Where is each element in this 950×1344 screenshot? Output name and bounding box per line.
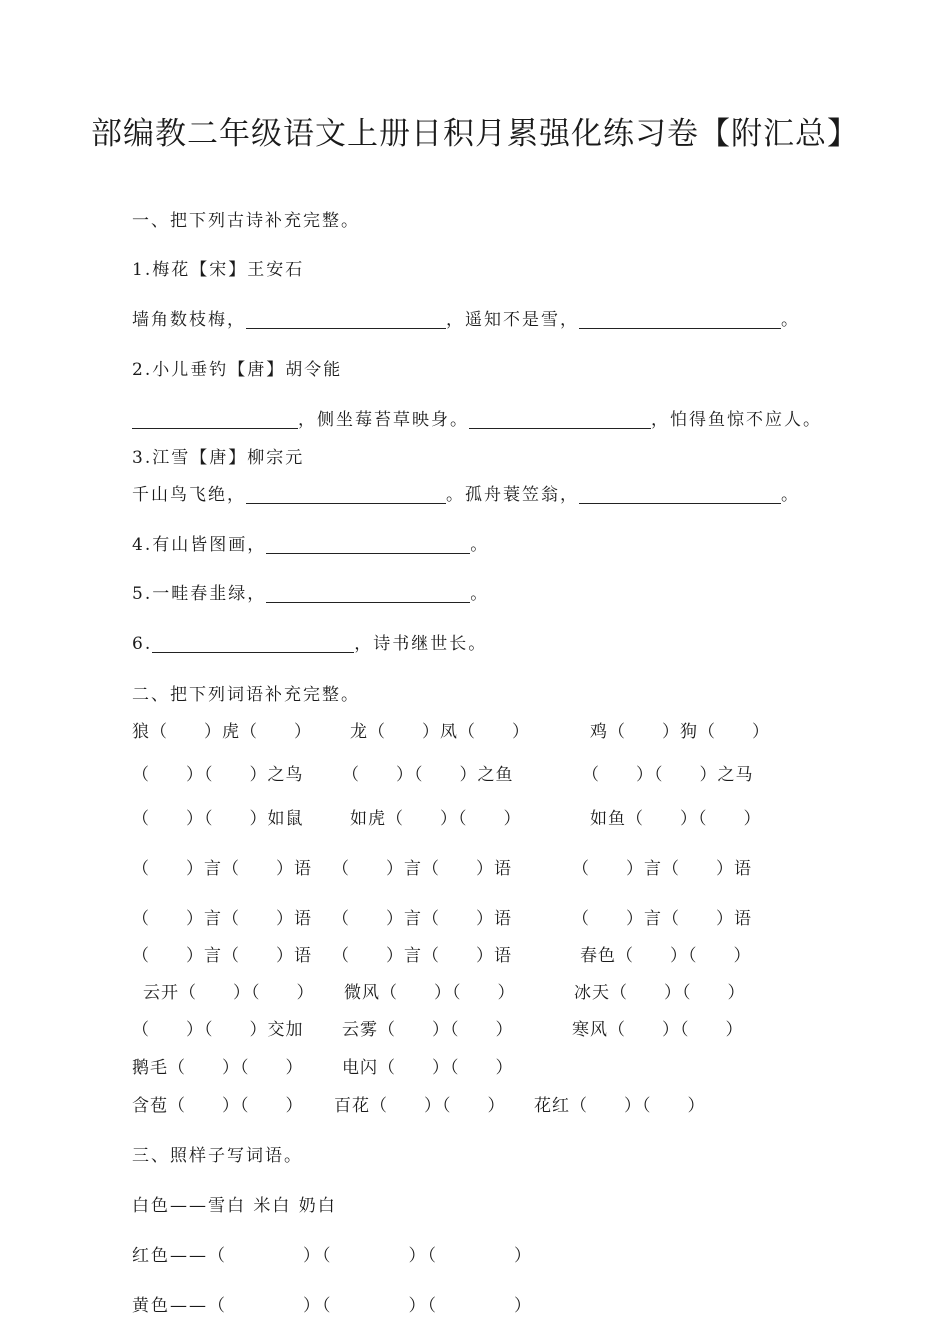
word-cell: （ ）言（ ）语	[132, 859, 312, 879]
poem2-text-b: ，怕得鱼惊不应人。	[651, 410, 822, 430]
word-cell: 花红（ ）（ ）	[534, 1096, 706, 1116]
poem3-title: 3.江雪【唐】柳宗元	[132, 448, 305, 468]
section2-heading: 二、把下列词语补充完整。	[132, 685, 360, 705]
word-cell: 如虎（ ）（ ）	[350, 809, 522, 829]
section1-heading: 一、把下列古诗补充完整。	[132, 211, 360, 231]
word-cell: 如鱼（ ）（ ）	[590, 809, 762, 829]
word-cell: 龙（ ）凤（ ）	[350, 722, 530, 742]
poem3-blank-1[interactable]	[246, 487, 446, 504]
q5-blank[interactable]	[266, 586, 470, 603]
word-cell: （ ）（ ）交加	[132, 1020, 304, 1040]
poem1-text-b: ，遥知不是雪，	[446, 310, 579, 330]
red-line: 红色——（ ）（ ）（ ）	[132, 1246, 533, 1266]
word-cell: （ ）（ ）之鱼	[342, 765, 514, 785]
q6-line	[132, 633, 487, 655]
word-cell: （ ）言（ ）语	[132, 946, 312, 966]
word-cell: （ ）言（ ）语	[332, 946, 512, 966]
q4-text-a: 4.有山皆图画，	[132, 535, 267, 555]
poem1-blank-1[interactable]	[246, 312, 446, 329]
q6-blank[interactable]	[152, 636, 354, 653]
poem3-blank-2[interactable]	[579, 487, 781, 504]
poem3-text-b: 。孤舟蓑笠翁，	[446, 485, 579, 505]
section3-heading: 三、照样子写词语。	[132, 1146, 303, 1166]
poem1-line	[132, 309, 800, 331]
word-cell: （ ）言（ ）语	[572, 909, 752, 929]
word-cell: 电闪（ ）（ ）	[342, 1058, 514, 1078]
poem2-title: 2.小儿垂钓【唐】胡令能	[132, 360, 343, 380]
word-cell: 冰天（ ）（ ）	[574, 983, 746, 1003]
word-cell: （ ）言（ ）语	[132, 909, 312, 929]
poem1-title: 1.梅花【宋】王安石	[132, 260, 305, 280]
word-cell: 鹅毛（ ）（ ）	[132, 1058, 304, 1078]
q6-text-a: 6.	[132, 634, 153, 654]
q6-text-b: ，诗书继世长。	[354, 634, 488, 654]
q4-blank[interactable]	[266, 537, 470, 554]
example-line: 白色——雪白 米白 奶白	[132, 1196, 337, 1216]
word-cell: 春色（ ）（ ）	[580, 946, 752, 966]
word-cell: （ ）（ ）如鼠	[132, 809, 304, 829]
q5-line	[132, 583, 489, 605]
poem1-text-c: 。	[781, 310, 800, 330]
page-title: 部编教二年级语文上册日积月累强化练习卷【附汇总】	[91, 116, 859, 152]
word-cell: 百花（ ）（ ）	[334, 1096, 506, 1116]
word-cell: （ ）言（ ）语	[572, 859, 752, 879]
word-cell: 含苞（ ）（ ）	[132, 1096, 304, 1116]
poem2-blank-1[interactable]	[132, 412, 298, 429]
word-cell: 微风（ ）（ ）	[344, 983, 516, 1003]
poem2-blank-2[interactable]	[469, 412, 651, 429]
word-cell: （ ）（ ）之鸟	[132, 765, 304, 785]
q4-text-b: 。	[470, 535, 490, 555]
word-cell: 云开（ ）（ ）	[143, 983, 315, 1003]
poem2-line	[132, 409, 822, 431]
yellow-line: 黄色——（ ）（ ）（ ）	[132, 1296, 533, 1316]
word-cell: （ ）言（ ）语	[332, 909, 512, 929]
poem2-text-a: ，侧坐莓苔草映身。	[298, 410, 469, 430]
word-cell: 鸡（ ）狗（ ）	[590, 722, 770, 742]
poem3-text-c: 。	[781, 485, 800, 505]
poem1-text-a: 墙角数枝梅，	[132, 310, 246, 330]
poem3-text-a: 千山鸟飞绝，	[132, 485, 246, 505]
word-cell: 寒风（ ）（ ）	[572, 1020, 744, 1040]
word-cell: （ ）言（ ）语	[332, 859, 512, 879]
poem3-line	[132, 484, 800, 506]
q5-text-a: 5.一畦春韭绿，	[132, 584, 267, 604]
q5-text-b: 。	[470, 584, 490, 604]
word-cell: 云雾（ ）（ ）	[342, 1020, 514, 1040]
poem1-blank-2[interactable]	[579, 312, 781, 329]
q4-line	[132, 534, 489, 556]
word-cell: 狼（ ）虎（ ）	[132, 722, 312, 742]
word-cell: （ ）（ ）之马	[582, 765, 754, 785]
